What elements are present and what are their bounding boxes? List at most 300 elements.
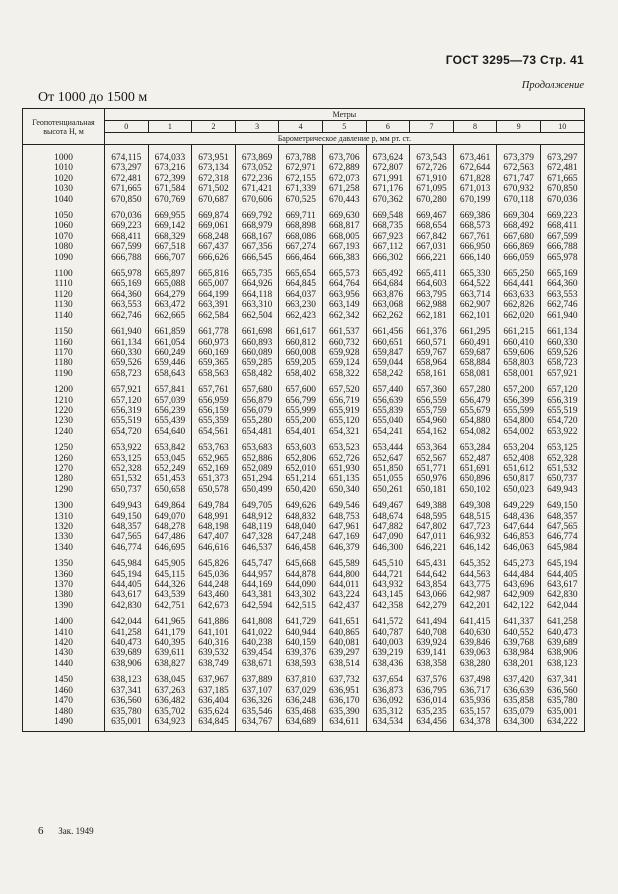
pressure-cell: 663,310 bbox=[235, 300, 279, 310]
pressure-cell: 668,329 bbox=[148, 232, 192, 242]
pressure-cell: 658,643 bbox=[148, 369, 192, 379]
pressure-cell: 663,553 bbox=[540, 290, 584, 300]
pressure-cell: 665,330 bbox=[453, 263, 497, 279]
pressure-cell: 669,955 bbox=[148, 205, 192, 221]
pressure-cell: 667,193 bbox=[322, 242, 366, 252]
pressure-cell: 670,362 bbox=[366, 195, 410, 205]
pressure-cell: 647,565 bbox=[105, 532, 149, 542]
pressure-cell: 657,841 bbox=[148, 379, 192, 395]
table-row bbox=[23, 416, 585, 426]
pressure-cell: 637,732 bbox=[322, 669, 366, 685]
page-number: 6 bbox=[38, 825, 44, 837]
pressure-cell: 660,571 bbox=[410, 338, 454, 348]
pressure-cell: 655,120 bbox=[322, 416, 366, 426]
pressure-cell: 670,036 bbox=[540, 195, 584, 205]
pressure-cell: 649,150 bbox=[105, 512, 149, 522]
height-cell: 1100 bbox=[23, 263, 105, 279]
column-header: 5 bbox=[322, 121, 366, 133]
pressure-cell: 635,468 bbox=[279, 707, 323, 717]
pressure-cell: 670,769 bbox=[148, 195, 192, 205]
pressure-cell: 637,185 bbox=[192, 686, 236, 696]
pressure-cell: 645,194 bbox=[105, 570, 149, 580]
pressure-cell: 638,123 bbox=[540, 659, 584, 669]
pressure-cell: 673,134 bbox=[192, 163, 236, 173]
pressure-cell: 636,170 bbox=[322, 696, 366, 706]
table-row bbox=[23, 195, 585, 205]
pressure-cell: 655,999 bbox=[279, 406, 323, 416]
meters-group-header: Метры bbox=[105, 109, 585, 121]
pressure-cell: 641,808 bbox=[235, 611, 279, 627]
pressure-cell: 642,594 bbox=[235, 601, 279, 611]
pressure-cell: 654,800 bbox=[497, 416, 541, 426]
pressure-cell: 657,440 bbox=[366, 379, 410, 395]
pressure-cell: 671,584 bbox=[148, 184, 192, 194]
table-row bbox=[23, 263, 585, 279]
pressure-cell: 673,297 bbox=[105, 163, 149, 173]
pressure-cell: 639,768 bbox=[497, 638, 541, 648]
pressure-cell: 648,357 bbox=[105, 522, 149, 532]
pressure-cell: 656,639 bbox=[366, 396, 410, 406]
pressure-cell: 669,630 bbox=[322, 205, 366, 221]
pressure-cell: 646,695 bbox=[148, 543, 192, 553]
height-cell: 1460 bbox=[23, 686, 105, 696]
pressure-cell: 657,200 bbox=[497, 379, 541, 395]
pressure-cell: 667,842 bbox=[410, 232, 454, 242]
pressure-cell: 636,717 bbox=[453, 686, 497, 696]
pressure-cell: 661,778 bbox=[192, 321, 236, 337]
pressure-cell: 673,379 bbox=[497, 145, 541, 164]
pressure-cell: 655,200 bbox=[279, 416, 323, 426]
pressure-cell: 640,552 bbox=[497, 628, 541, 638]
pressure-cell: 667,112 bbox=[366, 242, 410, 252]
pressure-cell: 665,088 bbox=[148, 279, 192, 289]
column-header: 0 bbox=[105, 121, 149, 133]
pressure-cell: 639,846 bbox=[453, 638, 497, 648]
table-row bbox=[23, 163, 585, 173]
table-row bbox=[23, 474, 585, 484]
pressure-cell: 667,923 bbox=[366, 232, 410, 242]
pressure-cell: 642,122 bbox=[497, 601, 541, 611]
pressure-cell: 658,803 bbox=[497, 358, 541, 368]
pressure-cell: 647,961 bbox=[322, 522, 366, 532]
pressure-cell: 639,611 bbox=[148, 648, 192, 658]
pressure-cell: 654,960 bbox=[410, 416, 454, 426]
table-row bbox=[23, 686, 585, 696]
pressure-cell: 646,063 bbox=[497, 543, 541, 553]
pressure-cell: 672,236 bbox=[235, 174, 279, 184]
pressure-table bbox=[22, 108, 585, 732]
pressure-cell: 660,169 bbox=[192, 348, 236, 358]
pressure-cell: 656,079 bbox=[235, 406, 279, 416]
pressure-cell: 635,624 bbox=[192, 707, 236, 717]
height-cell: 1310 bbox=[23, 512, 105, 522]
pressure-cell: 668,898 bbox=[279, 221, 323, 231]
pressure-cell: 655,439 bbox=[148, 416, 192, 426]
pressure-cell: 650,102 bbox=[453, 485, 497, 495]
pressure-cell: 665,492 bbox=[366, 263, 410, 279]
pressure-cell: 670,118 bbox=[497, 195, 541, 205]
pressure-cell: 657,039 bbox=[148, 396, 192, 406]
pressure-cell: 644,169 bbox=[235, 580, 279, 590]
pressure-cell: 671,421 bbox=[235, 184, 279, 194]
height-cell: 1090 bbox=[23, 253, 105, 263]
pressure-cell: 664,199 bbox=[192, 290, 236, 300]
height-cell: 1480 bbox=[23, 707, 105, 717]
pressure-cell: 655,759 bbox=[410, 406, 454, 416]
pressure-cell: 641,258 bbox=[540, 611, 584, 627]
pressure-cell: 659,928 bbox=[322, 348, 366, 358]
pressure-cell: 664,441 bbox=[497, 279, 541, 289]
height-cell: 1170 bbox=[23, 348, 105, 358]
pressure-cell: 645,036 bbox=[192, 570, 236, 580]
pressure-cell: 662,584 bbox=[192, 311, 236, 321]
pressure-cell: 646,774 bbox=[105, 543, 149, 553]
pressure-cell: 658,242 bbox=[366, 369, 410, 379]
pressure-cell: 660,410 bbox=[497, 338, 541, 348]
pressure-cell: 641,572 bbox=[366, 611, 410, 627]
height-cell: 1350 bbox=[23, 553, 105, 569]
pressure-cell: 643,224 bbox=[322, 590, 366, 600]
pressure-cell: 635,157 bbox=[453, 707, 497, 717]
table-row bbox=[23, 628, 585, 638]
pressure-cell: 674,033 bbox=[148, 145, 192, 164]
table-row bbox=[23, 601, 585, 611]
pressure-cell: 647,723 bbox=[453, 522, 497, 532]
pressure-cell: 657,280 bbox=[453, 379, 497, 395]
pressure-cell: 659,687 bbox=[453, 348, 497, 358]
pressure-cell: 657,600 bbox=[279, 379, 323, 395]
height-cell: 1120 bbox=[23, 290, 105, 300]
column-header: 6 bbox=[366, 121, 410, 133]
pressure-cell: 650,976 bbox=[410, 474, 454, 484]
pressure-cell: 640,473 bbox=[105, 638, 149, 648]
pressure-cell: 662,826 bbox=[497, 300, 541, 310]
pressure-cell: 668,005 bbox=[322, 232, 366, 242]
height-cell: 1060 bbox=[23, 221, 105, 231]
pressure-cell: 639,141 bbox=[410, 648, 454, 658]
height-cell: 1390 bbox=[23, 601, 105, 611]
pressure-cell: 639,689 bbox=[540, 638, 584, 648]
pressure-cell: 661,134 bbox=[105, 338, 149, 348]
pressure-cell: 648,436 bbox=[497, 512, 541, 522]
pressure-cell: 650,261 bbox=[366, 485, 410, 495]
table-row bbox=[23, 696, 585, 706]
table-row bbox=[23, 464, 585, 474]
pressure-cell: 648,119 bbox=[235, 522, 279, 532]
pressure-cell: 665,735 bbox=[235, 263, 279, 279]
height-cell: 1140 bbox=[23, 311, 105, 321]
height-cell: 1280 bbox=[23, 474, 105, 484]
pressure-cell: 647,248 bbox=[279, 532, 323, 542]
height-cell: 1380 bbox=[23, 590, 105, 600]
pressure-cell: 650,658 bbox=[148, 485, 192, 495]
pressure-cell: 655,679 bbox=[453, 406, 497, 416]
pressure-cell: 642,987 bbox=[453, 590, 497, 600]
height-cell: 1190 bbox=[23, 369, 105, 379]
pressure-cell: 667,356 bbox=[235, 242, 279, 252]
pressure-cell: 670,199 bbox=[453, 195, 497, 205]
pressure-cell: 648,278 bbox=[148, 522, 192, 532]
pressure-cell: 654,401 bbox=[279, 427, 323, 437]
pressure-cell: 666,383 bbox=[322, 253, 366, 263]
pressure-cell: 640,081 bbox=[322, 638, 366, 648]
pressure-cell: 647,486 bbox=[148, 532, 192, 542]
pressure-cell: 637,107 bbox=[235, 686, 279, 696]
pressure-cell: 635,390 bbox=[322, 707, 366, 717]
pressure-cell: 660,330 bbox=[540, 338, 584, 348]
pressure-cell: 654,720 bbox=[540, 416, 584, 426]
pressure-cell: 649,943 bbox=[105, 495, 149, 511]
pressure-cell: 635,546 bbox=[235, 707, 279, 717]
pressure-cell: 668,492 bbox=[497, 221, 541, 231]
pressure-cell: 671,665 bbox=[105, 184, 149, 194]
pressure-cell: 670,850 bbox=[540, 184, 584, 194]
height-cell: 1130 bbox=[23, 300, 105, 310]
pressure-cell: 651,771 bbox=[410, 464, 454, 474]
pressure-cell: 671,991 bbox=[366, 174, 410, 184]
pressure-cell: 647,802 bbox=[410, 522, 454, 532]
table-row bbox=[23, 205, 585, 221]
pressure-cell: 666,464 bbox=[279, 253, 323, 263]
pressure-cell: 635,235 bbox=[410, 707, 454, 717]
pressure-cell: 669,792 bbox=[235, 205, 279, 221]
pressure-cell: 661,617 bbox=[279, 321, 323, 337]
pressure-cell: 653,922 bbox=[105, 437, 149, 453]
pressure-cell: 636,951 bbox=[322, 686, 366, 696]
column-header-row bbox=[23, 121, 585, 133]
pressure-cell: 635,001 bbox=[540, 707, 584, 717]
pressure-cell: 653,842 bbox=[148, 437, 192, 453]
pressure-cell: 660,973 bbox=[192, 338, 236, 348]
pressure-cell: 672,155 bbox=[279, 174, 323, 184]
pressure-cell: 647,644 bbox=[497, 522, 541, 532]
pressure-cell: 672,644 bbox=[453, 163, 497, 173]
pressure-cell: 642,044 bbox=[105, 611, 149, 627]
pressure-cell: 662,907 bbox=[453, 300, 497, 310]
pressure-cell: 667,031 bbox=[410, 242, 454, 252]
pressure-cell: 660,491 bbox=[453, 338, 497, 348]
pressure-cell: 665,411 bbox=[410, 263, 454, 279]
pressure-cell: 672,971 bbox=[279, 163, 323, 173]
pressure-cell: 666,788 bbox=[105, 253, 149, 263]
pressure-cell: 670,850 bbox=[105, 195, 149, 205]
pressure-cell: 671,665 bbox=[540, 174, 584, 184]
table-row bbox=[23, 321, 585, 337]
pressure-cell: 640,003 bbox=[366, 638, 410, 648]
pressure-cell: 651,612 bbox=[497, 464, 541, 474]
order-number: Зак. 1949 bbox=[58, 826, 94, 836]
table-row bbox=[23, 279, 585, 289]
pressure-cell: 647,169 bbox=[322, 532, 366, 542]
pressure-cell: 650,817 bbox=[497, 474, 541, 484]
pressure-cell: 671,095 bbox=[410, 184, 454, 194]
pressure-cell: 635,001 bbox=[105, 717, 149, 732]
pressure-cell: 664,360 bbox=[540, 279, 584, 289]
pressure-cell: 653,125 bbox=[105, 454, 149, 464]
pressure-cell: 650,578 bbox=[192, 485, 236, 495]
pressure-cell: 653,125 bbox=[540, 437, 584, 453]
pressure-cell: 634,923 bbox=[148, 717, 192, 732]
pressure-cell: 655,599 bbox=[497, 406, 541, 416]
pressure-cell: 650,420 bbox=[279, 485, 323, 495]
pressure-cell: 663,714 bbox=[453, 290, 497, 300]
table-row bbox=[23, 406, 585, 416]
table-row bbox=[23, 358, 585, 368]
pressure-cell: 637,263 bbox=[148, 686, 192, 696]
pressure-cell: 655,919 bbox=[322, 406, 366, 416]
pressure-cell: 642,830 bbox=[540, 590, 584, 600]
pressure-cell: 672,807 bbox=[366, 163, 410, 173]
pressure-cell: 665,816 bbox=[192, 263, 236, 279]
pressure-cell: 662,665 bbox=[148, 311, 192, 321]
pressure-cell: 647,090 bbox=[366, 532, 410, 542]
pressure-cell: 641,101 bbox=[192, 628, 236, 638]
pressure-cell: 662,746 bbox=[105, 311, 149, 321]
table-row bbox=[23, 221, 585, 231]
pressure-cell: 649,308 bbox=[453, 495, 497, 511]
pressure-cell: 641,022 bbox=[235, 628, 279, 638]
table-row bbox=[23, 543, 585, 553]
table-row bbox=[23, 495, 585, 511]
pressure-cell: 668,248 bbox=[192, 232, 236, 242]
pressure-cell: 652,806 bbox=[279, 454, 323, 464]
pressure-cell: 642,830 bbox=[105, 601, 149, 611]
pressure-cell: 642,279 bbox=[410, 601, 454, 611]
pressure-cell: 652,328 bbox=[540, 454, 584, 464]
pressure-cell: 639,689 bbox=[105, 648, 149, 658]
pressure-cell: 669,223 bbox=[540, 205, 584, 221]
pressure-cell: 655,280 bbox=[235, 416, 279, 426]
pressure-cell: 644,248 bbox=[192, 580, 236, 590]
pressure-cell: 649,705 bbox=[235, 495, 279, 511]
pressure-cell: 659,124 bbox=[322, 358, 366, 368]
height-cell: 1330 bbox=[23, 532, 105, 542]
pressure-cell: 668,817 bbox=[322, 221, 366, 231]
column-header: 10 bbox=[540, 121, 584, 133]
pressure-cell: 664,764 bbox=[322, 279, 366, 289]
pressure-cell: 663,391 bbox=[192, 300, 236, 310]
pressure-cell: 664,603 bbox=[410, 279, 454, 289]
pressure-cell: 645,984 bbox=[105, 553, 149, 569]
height-cell: 1180 bbox=[23, 358, 105, 368]
pressure-cell: 634,611 bbox=[322, 717, 366, 732]
pressure-cell: 666,626 bbox=[192, 253, 236, 263]
pressure-cell: 672,318 bbox=[192, 174, 236, 184]
column-header: 1 bbox=[148, 121, 192, 133]
pressure-cell: 658,001 bbox=[497, 369, 541, 379]
height-cell: 1010 bbox=[23, 163, 105, 173]
height-cell: 1220 bbox=[23, 406, 105, 416]
pressure-cell: 646,458 bbox=[279, 543, 323, 553]
pressure-cell: 636,092 bbox=[366, 696, 410, 706]
pressure-cell: 656,959 bbox=[192, 396, 236, 406]
pressure-cell: 664,279 bbox=[148, 290, 192, 300]
pressure-cell: 637,810 bbox=[279, 669, 323, 685]
pressure-cell: 648,357 bbox=[540, 512, 584, 522]
pressure-cell: 652,567 bbox=[410, 454, 454, 464]
pressure-cell: 671,258 bbox=[322, 184, 366, 194]
pressure-cell: 674,115 bbox=[105, 145, 149, 164]
pressure-cell: 667,680 bbox=[497, 232, 541, 242]
pressure-cell: 656,879 bbox=[235, 396, 279, 406]
height-cell: 1300 bbox=[23, 495, 105, 511]
pressure-cell: 653,204 bbox=[497, 437, 541, 453]
pressure-cell: 644,563 bbox=[453, 570, 497, 580]
pressure-cell: 640,238 bbox=[235, 638, 279, 648]
pressure-cell: 664,684 bbox=[366, 279, 410, 289]
pressure-cell: 673,461 bbox=[453, 145, 497, 164]
pressure-cell: 634,845 bbox=[192, 717, 236, 732]
pressure-cell: 672,726 bbox=[410, 163, 454, 173]
pressure-cell: 654,162 bbox=[410, 427, 454, 437]
height-cell: 1000 bbox=[23, 145, 105, 164]
pressure-cell: 665,250 bbox=[497, 263, 541, 279]
pressure-cell: 638,749 bbox=[192, 659, 236, 669]
pressure-cell: 663,149 bbox=[322, 300, 366, 310]
pressure-cell: 649,150 bbox=[540, 495, 584, 511]
pressure-cell: 652,965 bbox=[192, 454, 236, 464]
pressure-cell: 669,711 bbox=[279, 205, 323, 221]
pressure-cell: 660,008 bbox=[279, 348, 323, 358]
pressure-cell: 634,767 bbox=[235, 717, 279, 732]
pressure-cell: 638,514 bbox=[322, 659, 366, 669]
pressure-cell: 654,002 bbox=[497, 427, 541, 437]
pressure-cell: 644,800 bbox=[322, 570, 366, 580]
pressure-cell: 643,775 bbox=[453, 580, 497, 590]
pressure-cell: 668,086 bbox=[279, 232, 323, 242]
height-column-header: Геопотенциальная высота H, м bbox=[23, 109, 105, 145]
table-row bbox=[23, 242, 585, 252]
pressure-cell: 651,135 bbox=[322, 474, 366, 484]
pressure-cell: 641,415 bbox=[453, 611, 497, 627]
pressure-cell: 662,262 bbox=[366, 311, 410, 321]
pressure-cell: 642,358 bbox=[366, 601, 410, 611]
pressure-cell: 651,453 bbox=[148, 474, 192, 484]
pressure-cell: 651,055 bbox=[366, 474, 410, 484]
pressure-cell: 668,735 bbox=[366, 221, 410, 231]
height-cell: 1260 bbox=[23, 454, 105, 464]
pressure-cell: 649,784 bbox=[192, 495, 236, 511]
pressure-cell: 636,795 bbox=[410, 686, 454, 696]
pressure-cell: 638,436 bbox=[366, 659, 410, 669]
pressure-cell: 659,847 bbox=[366, 348, 410, 358]
pressure-cell: 654,640 bbox=[148, 427, 192, 437]
pressure-cell: 652,408 bbox=[497, 454, 541, 464]
pressure-cell: 671,828 bbox=[453, 174, 497, 184]
pressure-cell: 638,358 bbox=[410, 659, 454, 669]
pressure-cell: 665,978 bbox=[540, 253, 584, 263]
pressure-cell: 661,859 bbox=[148, 321, 192, 337]
table-row bbox=[23, 553, 585, 569]
pressure-cell: 654,241 bbox=[366, 427, 410, 437]
pressure-cell: 665,897 bbox=[148, 263, 192, 279]
pressure-cell: 667,599 bbox=[105, 242, 149, 252]
pressure-cell: 663,068 bbox=[366, 300, 410, 310]
pressure-cell: 639,219 bbox=[366, 648, 410, 658]
pressure-cell: 654,082 bbox=[453, 427, 497, 437]
pressure-cell: 671,910 bbox=[410, 174, 454, 184]
pressure-cell: 644,721 bbox=[366, 570, 410, 580]
pressure-cell: 656,399 bbox=[497, 396, 541, 406]
pressure-cell: 636,404 bbox=[192, 696, 236, 706]
pressure-cell: 673,788 bbox=[279, 145, 323, 164]
pressure-cell: 651,214 bbox=[279, 474, 323, 484]
pressure-cell: 645,431 bbox=[410, 553, 454, 569]
pressure-cell: 645,905 bbox=[148, 553, 192, 569]
pressure-cell: 649,070 bbox=[148, 512, 192, 522]
pressure-cell: 659,285 bbox=[235, 358, 279, 368]
pressure-cell: 667,599 bbox=[540, 232, 584, 242]
